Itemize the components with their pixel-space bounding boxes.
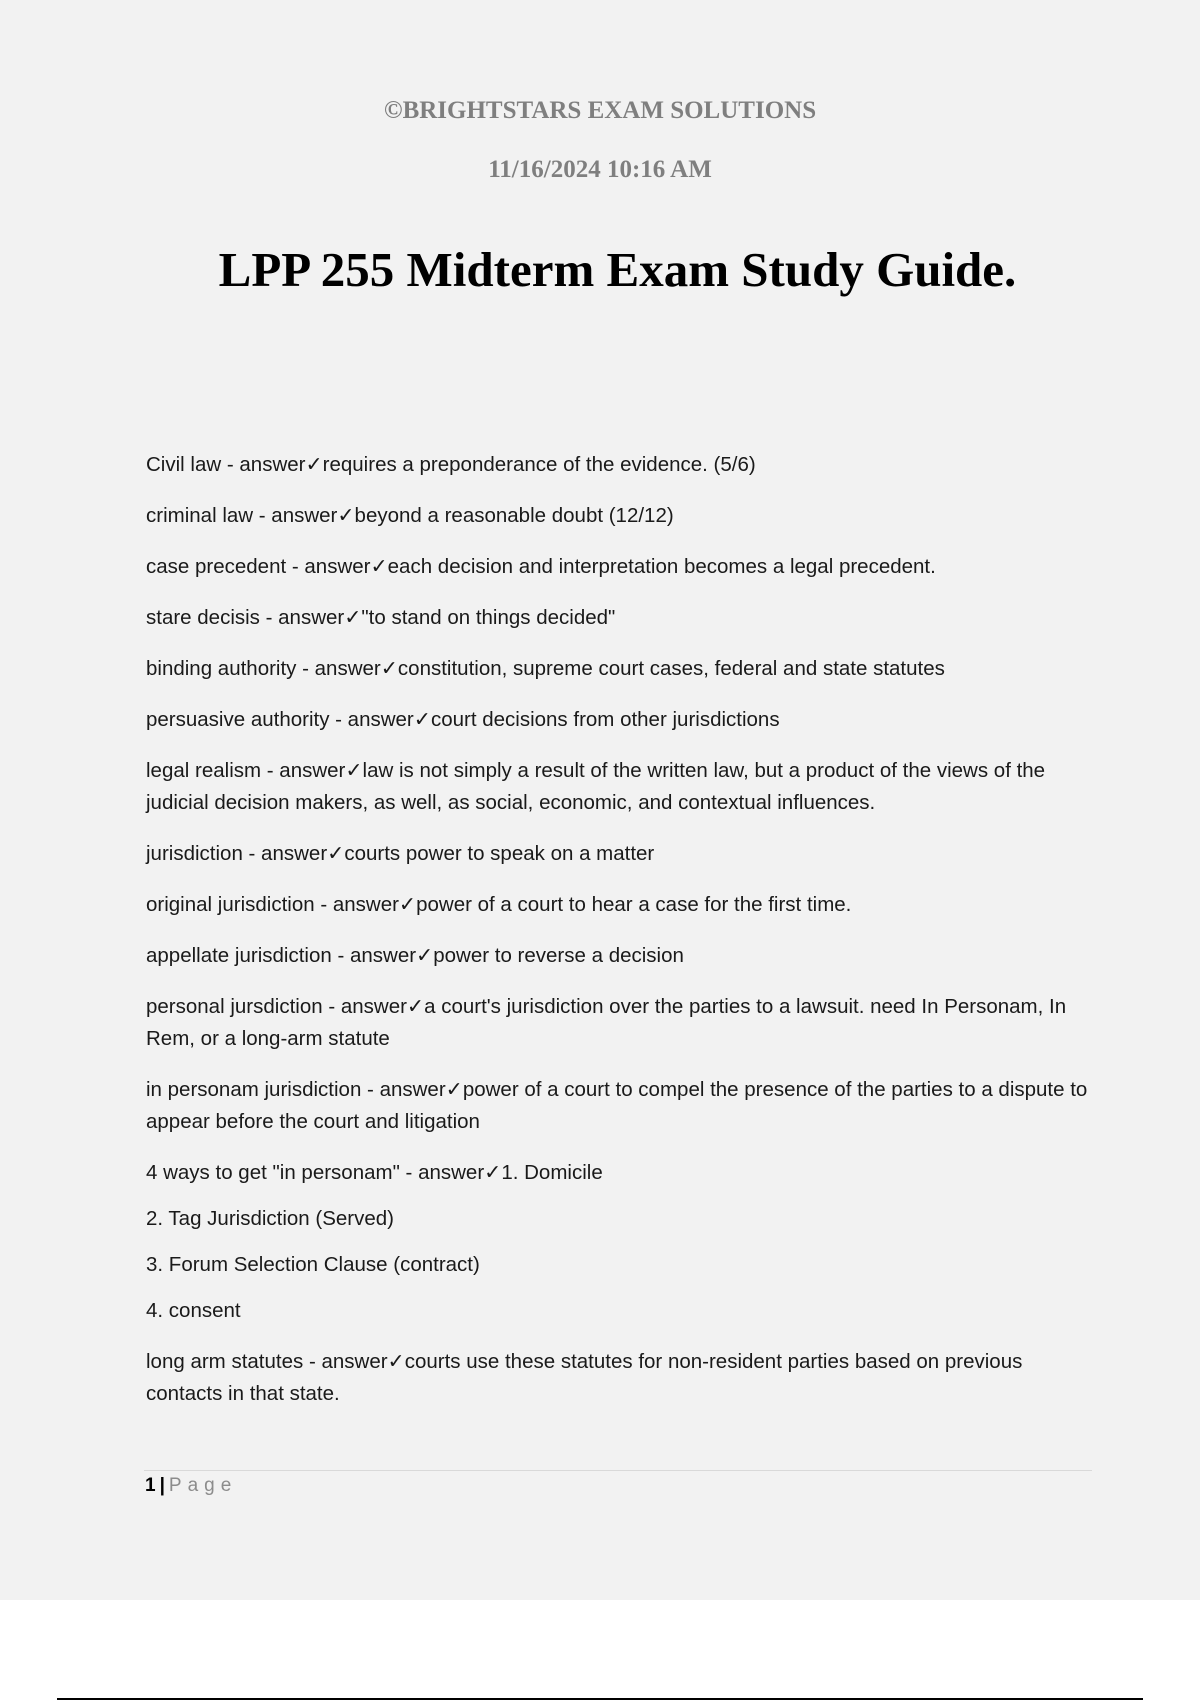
entry-appellate-jurisdiction: appellate jurisdiction - answer✓power to reverse a decision [146,944,684,967]
entry-list-item-3: 3. Forum Selection Clause (contract) [146,1253,480,1276]
entry-list-item-2: 2. Tag Jurisdiction (Served) [146,1207,395,1230]
entry-personal-jurisdiction: personal jursdiction - answer✓a court's jurisdiction over the parties to a lawsuit. need In Personam, In Rem, or a long-arm statute [146,995,1067,1050]
entry-long-arm-statutes: long arm statutes - answer✓courts use these statutes for non-resident parties based on previous contacts in that state. [146,1350,1023,1405]
document-title: LPP 255 Midterm Exam Study Guide. [218,242,1017,297]
entry-persuasive-authority: persuasive authority - answer✓court decisions from other jurisdictions [146,708,780,731]
entry-original-jurisdiction: original jurisdiction - answer✓power of a court to hear a case for the first time. [146,893,852,916]
entry-civil-law: Civil law - answer✓requires a preponderance of the evidence. (5/6) [146,453,756,476]
page-footer [145,1473,237,1499]
entry-in-personam-jurisdiction: in personam jurisdiction - answer✓power of a court to compel the presence of the parties to a dispute to appear before the court and litigation [146,1078,1088,1133]
footer-divider [144,1470,1092,1471]
header-company: ©BRIGHTSTARS EXAM SOLUTIONS [383,97,817,124]
entry-criminal-law: criminal law - answer✓beyond a reasonable doubt (12/12) [146,504,674,527]
header-datetime: 11/16/2024 10:16 AM [488,156,712,183]
page-number: 1 [145,1475,156,1496]
page-label: Page [168,1475,238,1496]
entry-stare-decisis: stare decisis - answer✓"to stand on things decided" [146,606,616,629]
entry-binding-authority: binding authority - answer✓constitution, supreme court cases, federal and state statutes [146,657,945,680]
entry-ways-in-personam: 4 ways to get "in personam" - answer✓1. Domicile [146,1161,603,1184]
entry-case-precedent: case precedent - answer✓each decision and interpretation becomes a legal precedent. [146,555,936,578]
page-separator: | [159,1475,165,1496]
study-guide-entries [146,449,1096,1429]
entry-legal-realism: legal realism - answer✓law is not simply a result of the written law, but a product of the views of the judicial decision makers, as well, as social, economic, and contextual influences. [146,759,1046,814]
entry-jurisdiction: jurisdiction - answer✓courts power to speak on a matter [146,842,655,865]
entry-list-item-4: 4. consent [146,1299,241,1322]
